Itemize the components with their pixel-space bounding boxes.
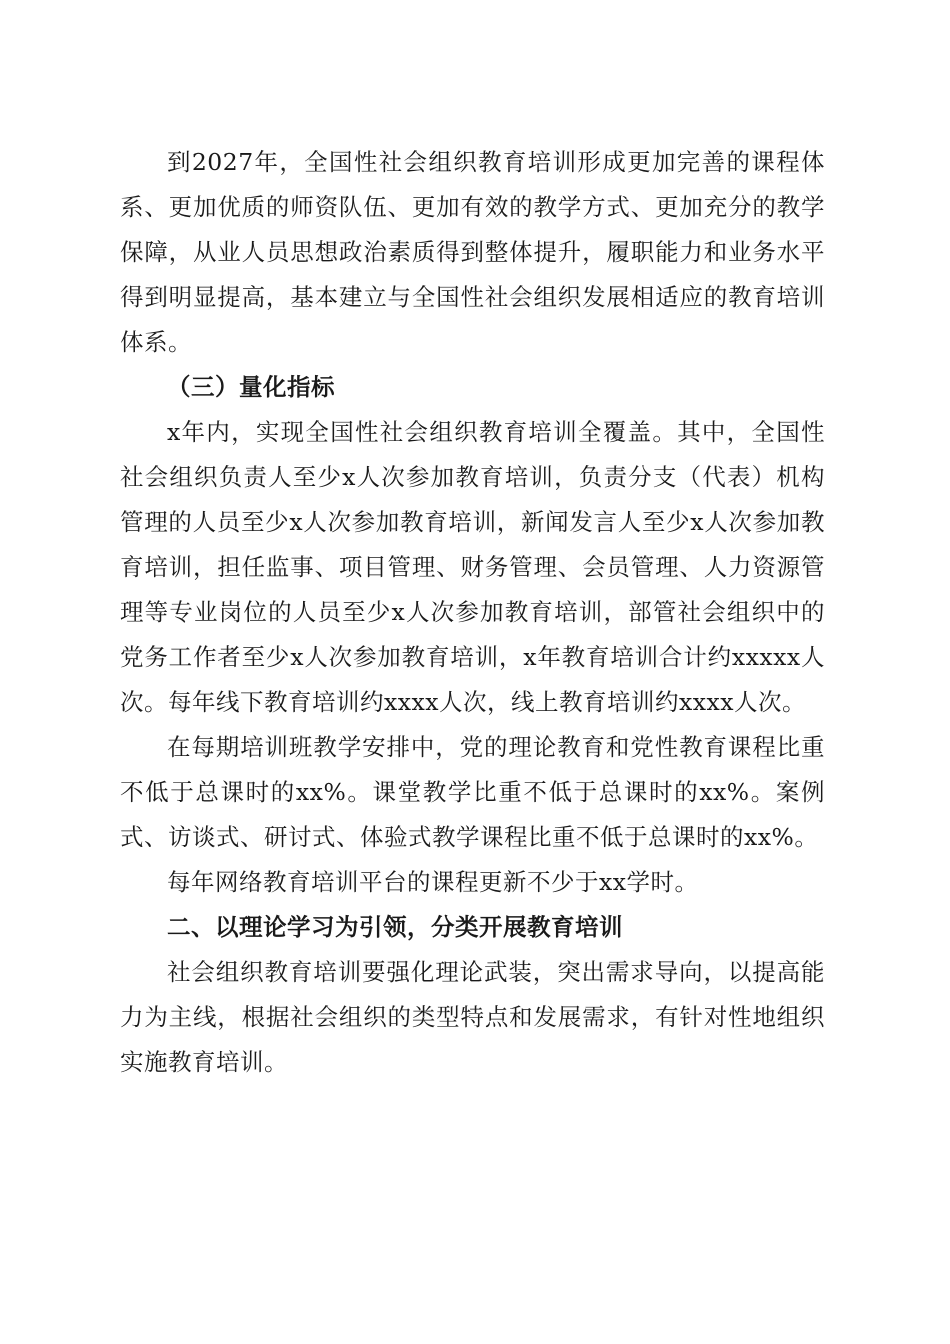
section-heading-quantitative-indicators: （三）量化指标 [167, 373, 335, 401]
paragraph-course-ratio: 在每期培训班教学安排中，党的理论教育和党性教育课程比重不低于总课时的xx%。课堂教学比重不低于总课时的xx%。案例式、访谈式、研讨式、体验式教学课程比重不低于总课时的xx%。 [120, 733, 825, 851]
part-heading-theory-learning: 二、以理论学习为引领，分类开展教育培训 [167, 913, 623, 941]
paragraph-online-update: 每年网络教育培训平台的课程更新不少于xx学时。 [167, 868, 699, 896]
paragraph-training-coverage: x年内，实现全国性社会组织教育培训全覆盖。其中，全国性社会组织负责人至少x人次参加教育培训，负责分支（代表）机构管理的人员至少x人次参加教育培训，新闻发言人至少x人次参加教育培训，担任监事、项目管理、财务管理、会员管理、人力资源管理等专业岗位的人员至少x人次参加教育培训，部管社会组织中的党务工作者至少x人次参加教育培训，x年教育培训合计约xxxxx人次。每年线下教育培训约xxxx人次，线上教育培训约xxxx人次。 [120, 418, 825, 716]
paragraph-part-2-intro: 社会组织教育培训要强化理论武装，突出需求导向，以提高能力为主线，根据社会组织的类型特点和发展需求，有针对性地组织实施教育培训。 [120, 958, 825, 1076]
document-page [120, 140, 825, 1085]
paragraph-goal-2027: 到2027年，全国性社会组织教育培训形成更加完善的课程体系、更加优质的师资队伍、更加有效的教学方式、更加充分的教学保障，从业人员思想政治素质得到整体提升，履职能力和业务水平得到明显提高，基本建立与全国性社会组织发展相适应的教育培训体系。 [120, 148, 825, 356]
